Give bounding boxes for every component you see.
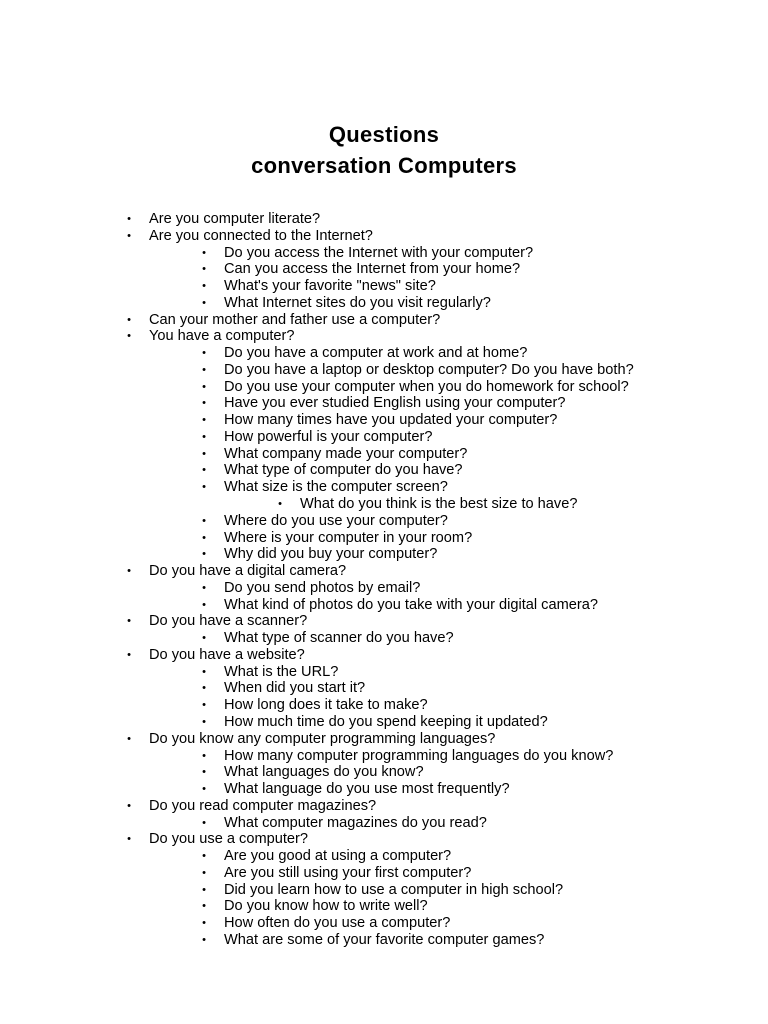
- bullet-icon: •: [202, 263, 206, 276]
- question-text: Are you good at using a computer?: [224, 848, 452, 865]
- bullet-icon: •: [202, 581, 206, 594]
- list-item: [0, 898, 768, 915]
- question-text: What languages do you know?: [224, 764, 424, 781]
- question-text: Have you ever studied English using your computer?: [224, 395, 566, 412]
- bullet-icon: •: [202, 347, 206, 360]
- bullet-icon: •: [202, 598, 206, 611]
- question-text: Did you learn how to use a computer in high school?: [224, 881, 564, 898]
- bullet-icon: •: [202, 481, 206, 494]
- bullet-icon: •: [127, 229, 131, 242]
- bullet-icon: •: [202, 766, 206, 779]
- list-item: [0, 831, 768, 848]
- question-text: How much time do you spend keeping it updated?: [224, 713, 548, 730]
- bullet-icon: •: [127, 565, 131, 578]
- bullet-icon: •: [202, 665, 206, 678]
- bullet-icon: •: [127, 615, 131, 628]
- list-item: [0, 714, 768, 731]
- bullet-icon: •: [202, 514, 206, 527]
- list-item: [0, 697, 768, 714]
- question-text: Do you have a website?: [149, 646, 305, 663]
- question-text: How powerful is your computer?: [224, 428, 433, 445]
- list-item: [0, 731, 768, 748]
- question-text: What company made your computer?: [224, 445, 468, 462]
- bullet-icon: •: [127, 732, 131, 745]
- list-item: [0, 647, 768, 664]
- question-text: Do you use your computer when you do homework for school?: [224, 378, 629, 395]
- list-item: [0, 211, 768, 228]
- question-text: Do you read computer magazines?: [149, 797, 377, 814]
- list-item: [0, 379, 768, 396]
- question-text: Are you still using your first computer?: [224, 864, 472, 881]
- bullet-icon: •: [202, 531, 206, 544]
- list-item: [0, 496, 768, 513]
- list-item: [0, 882, 768, 899]
- question-text: Are you connected to the Internet?: [149, 227, 373, 244]
- bullet-icon: •: [202, 682, 206, 695]
- question-text: How many computer programming languages do you know?: [224, 747, 614, 764]
- question-text: What kind of photos do you take with your digital camera?: [224, 596, 598, 613]
- question-text: Can your mother and father use a computer?: [149, 311, 441, 328]
- question-text: What's your favorite "news" site?: [224, 278, 436, 295]
- list-item: [0, 748, 768, 765]
- list-item: [0, 462, 768, 479]
- question-text: Do you use a computer?: [149, 831, 308, 848]
- bullet-icon: •: [202, 430, 206, 443]
- question-text: What are some of your favorite computer games?: [224, 931, 545, 948]
- list-item: [0, 580, 768, 597]
- question-text: Do you access the Internet with your computer?: [224, 244, 534, 261]
- list-item: [0, 395, 768, 412]
- question-text: You have a computer?: [149, 328, 295, 345]
- list-item: [0, 798, 768, 815]
- bullet-icon: •: [127, 213, 131, 225]
- question-text: Do you send photos by email?: [224, 579, 421, 596]
- bullet-icon: •: [202, 866, 206, 879]
- question-text: What computer magazines do you read?: [224, 814, 487, 831]
- question-text: How many times have you updated your computer?: [224, 412, 558, 429]
- bullet-icon: •: [202, 933, 206, 946]
- bullet-icon: •: [127, 330, 131, 343]
- question-text: How often do you use a computer?: [224, 915, 451, 932]
- list-item: [0, 764, 768, 781]
- page-subtitle: conversation Computers: [251, 153, 517, 178]
- question-text: Do you know any computer programming languages?: [149, 730, 496, 747]
- question-text: What type of computer do you have?: [224, 462, 463, 479]
- bullet-icon: •: [127, 833, 131, 846]
- list-item: [0, 680, 768, 697]
- question-text: Do you have a scanner?: [149, 613, 308, 630]
- list-item: [0, 664, 768, 681]
- list-item: [0, 362, 768, 379]
- question-text: How long does it take to make?: [224, 697, 428, 714]
- question-text: What do you think is the best size to have?: [300, 496, 578, 513]
- bullet-icon: •: [278, 498, 282, 511]
- list-item: [0, 932, 768, 949]
- bullet-icon: •: [202, 900, 206, 913]
- list-item: [0, 865, 768, 882]
- bullet-icon: •: [202, 414, 206, 427]
- bullet-icon: •: [202, 699, 206, 712]
- bullet-icon: •: [202, 850, 206, 863]
- question-text: Do you have a digital camera?: [149, 563, 347, 580]
- question-text: What size is the computer screen?: [224, 479, 448, 496]
- question-list: [0, 211, 768, 949]
- list-item: [0, 328, 768, 345]
- bullet-icon: •: [202, 280, 206, 293]
- list-item: [0, 228, 768, 245]
- list-item: [0, 613, 768, 630]
- question-text: Why did you buy your computer?: [224, 546, 438, 563]
- bullet-icon: •: [127, 313, 131, 326]
- bullet-icon: •: [202, 397, 206, 410]
- list-item: [0, 245, 768, 262]
- bullet-icon: •: [202, 816, 206, 829]
- bullet-icon: •: [202, 917, 206, 930]
- bullet-icon: •: [202, 447, 206, 460]
- question-text: Where is your computer in your room?: [224, 529, 473, 546]
- bullet-icon: •: [127, 799, 131, 812]
- bullet-icon: •: [202, 632, 206, 645]
- page-title: Questions: [328, 122, 440, 147]
- list-item: [0, 513, 768, 530]
- question-text: What type of scanner do you have?: [224, 630, 454, 647]
- list-item: [0, 479, 768, 496]
- list-item: [0, 781, 768, 798]
- list-item: [0, 815, 768, 832]
- list-item: [0, 261, 768, 278]
- list-item: [0, 446, 768, 463]
- question-text: What language do you use most frequently?: [224, 781, 510, 798]
- list-item: [0, 630, 768, 647]
- bullet-icon: •: [202, 363, 206, 376]
- bullet-icon: •: [202, 783, 206, 796]
- question-text: Do you know how to write well?: [224, 898, 428, 915]
- question-text: Where do you use your computer?: [224, 512, 448, 529]
- list-item: [0, 597, 768, 614]
- list-item: [0, 295, 768, 312]
- bullet-icon: •: [202, 246, 206, 259]
- question-text: Can you access the Internet from your home?: [224, 261, 521, 278]
- list-item: [0, 312, 768, 329]
- list-item: [0, 915, 768, 932]
- bullet-icon: •: [202, 380, 206, 393]
- question-text: Do you have a computer at work and at home?: [224, 345, 528, 362]
- bullet-icon: •: [202, 715, 206, 728]
- bullet-icon: •: [202, 749, 206, 762]
- question-text: When did you start it?: [224, 680, 366, 697]
- list-item: [0, 429, 768, 446]
- bullet-icon: •: [127, 648, 131, 661]
- bullet-icon: •: [202, 883, 206, 896]
- list-item: [0, 345, 768, 362]
- bullet-icon: •: [202, 548, 206, 561]
- question-text: Are you computer literate?: [149, 211, 321, 227]
- bullet-icon: •: [202, 296, 206, 309]
- list-item: [0, 546, 768, 563]
- list-item: [0, 412, 768, 429]
- list-item: [0, 848, 768, 865]
- question-text: What Internet sites do you visit regularly?: [224, 294, 491, 311]
- question-text: Do you have a laptop or desktop computer? Do you have both?: [224, 361, 634, 378]
- question-text: What is the URL?: [224, 663, 339, 680]
- list-item: [0, 563, 768, 580]
- list-item: [0, 530, 768, 547]
- list-item: [0, 278, 768, 295]
- bullet-icon: •: [202, 464, 206, 477]
